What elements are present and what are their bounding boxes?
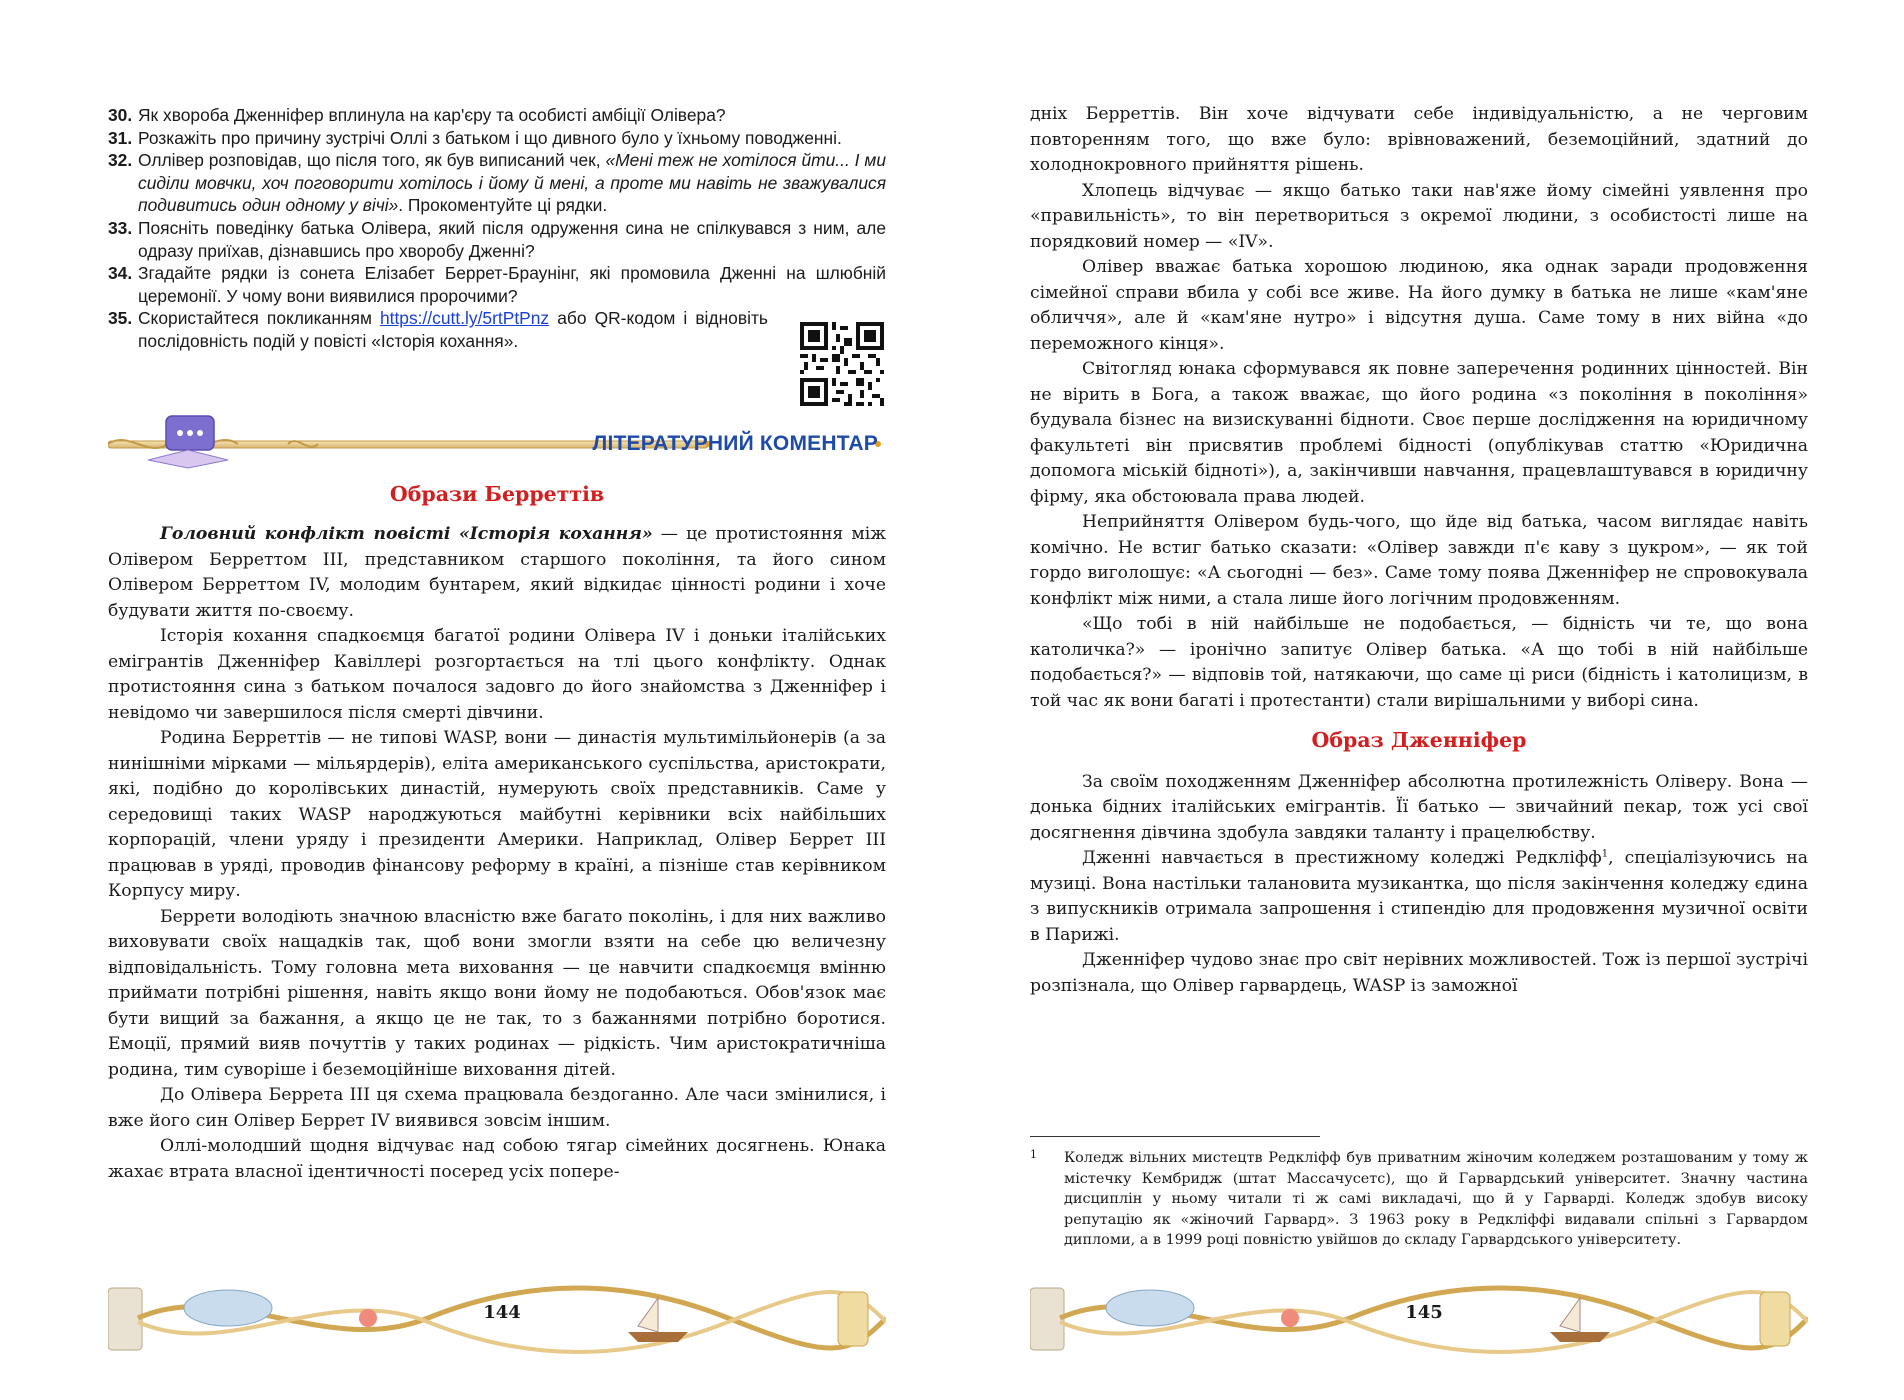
question-31: [108, 127, 886, 150]
question-30: [108, 104, 886, 127]
story-link[interactable]: https://cutt.ly/5rtPtPnz: [379, 308, 550, 329]
footnote-reference[interactable]: 1: [1601, 848, 1609, 860]
lead-phrase: Головний конфлікт повісті «Історія кохання»: [160, 524, 653, 544]
section-heading-berretts: Образи Берреттів: [389, 482, 605, 506]
footnote: [1030, 1148, 1808, 1251]
question-number: 34.: [108, 263, 133, 284]
paragraph: Світогляд юнака сформувався як повне заперечення родинних цінностей. Він не вірить в Бога, а також вважає, що його родина «з покоління в покоління» будувала бізнес на визискуванні бідноти. Своє перше дослідження на юридичному факультеті він присвятив проблемі бідності (опублікував статтю «Юридична допомога міській бідноті»), а, закінчивши навчання, працевлаштувався в юридичну фірму, яка обстоювала права людей.: [1030, 359, 1808, 507]
section-heading-jennifer: Образ Дженніфер: [1311, 728, 1527, 752]
question-text-pre: Оллівер розповідав, що після того, як був виписаний чек,: [138, 150, 606, 171]
question-text: [138, 307, 886, 352]
question-text: Поясніть поведінку батька Олівера, який після одруження сина не спілкувався з ним, але одразу приїхав, дізнавшись про хворобу Дженні?: [138, 217, 886, 261]
questions-list: [108, 104, 886, 353]
paragraph-text: Дженні навчається в престижному коледжі Редкліфф: [1082, 848, 1602, 868]
paragraph: Неприйняття Олівером будь-чого, що йде від батька, часом виглядає навіть комічно. Не встиг батько сказати: «Олівер завжди п'є каву з цукром», — як той гордо виголошує: «А сьогодні — без». Саме тому поява Дженніфер не спровокувала конфлікт між ними, а стала лише його логічним продовженням.: [1030, 512, 1808, 609]
question-32: [108, 149, 886, 217]
paragraph: «Що тобі в ній найбільше не подобається, — бідність чи те, що вона католичка?» — іронічно запитує Олівер батька. «А що тобі в ній найбільше подобається?» — відповів той, натякаючи, що саме ці риси (бідність і католицизм, в той час як вони багаті і протестанти) стали вирішальними у виборі сина.: [1030, 614, 1808, 711]
paragraph: Дженніфер чудово знає про світ нерівних можливостей. Тож із першої зустрічі розпізнала, що Олівер гарвардець, WASP із заможної: [1030, 950, 1808, 996]
question-text-pre: Скористайтеся покликанням: [138, 308, 380, 329]
question-number: 31.: [108, 127, 133, 148]
paragraph: [108, 522, 886, 624]
page-number: 145: [1405, 1302, 1443, 1323]
question-number: 32.: [108, 150, 133, 171]
banner-title: ЛІТЕРАТУРНИЙ КОМЕНТАР: [592, 432, 878, 455]
paragraph: дніх Берреттів. Він хоче відчувати себе індивідуальністю, а не черговим повторенням того, що вже було: врівноважений, беземоційний, здатний до холоднокровного прийняття рішень.: [1030, 104, 1808, 175]
page-number: 144: [483, 1302, 521, 1323]
question-text: Розкажіть про причину зустрічі Оллі з батьком і що дивного було у їхньому поводженні.: [138, 127, 842, 148]
right-body-text: [1030, 102, 1808, 999]
paragraph: До Олівера Беррета ІІІ ця схема працювала бездоганно. Але часи змінилися, і вже його син Олівер Беррет ІV виявився зовсім іншим.: [108, 1085, 886, 1131]
footnote-mark: 1: [1030, 1148, 1037, 1161]
question-text: Згадайте рядки із сонета Елізабет Беррет-Браунінг, які промовила Дженні на шлюбній церемонії. У чому вони виявилися пророчими?: [138, 263, 886, 306]
paragraph: Хлопець відчуває — якщо батько таки нав'яже йому сімейні уявлення про «правильність», то він перетвориться з окремої людини, з особистості лише на порядковий номер — «ІV».: [1030, 180, 1808, 252]
question-35: [108, 307, 886, 352]
paragraph: Олівер вважає батька хорошою людиною, яка однак заради продовження сімейної справи вбила у собі все живе. На його думку в батька не лише «кам'яне обличчя», але й «кам'яне нутро» і відсутня душа. Саме тому в них війна «до переможного кінця».: [1030, 257, 1808, 354]
paragraph: Родина Берреттів — не типові WASP, вони — династія мультимільйонерів (а за нинішніми мірками — мільярдерів), еліта американського суспільства, аристократи, які, подібно до королівських династій, нумерують своїх представників. Саме у середовищі таких WASP народжуються майбутні керівники всіх найбільших корпорацій, члени уряду і президенти Америки. Наприклад, Олівер Беррет ІІІ працював в уряді, проводив фінансову реформу в країні, а пізніше став керівником Корпусу миру.: [108, 728, 886, 901]
question-33: [108, 217, 886, 262]
qr-code-icon[interactable]: [800, 322, 884, 406]
paragraph: [1030, 846, 1808, 948]
question-text: Як хвороба Дженніфер вплинула на кар'єру та особисті амбіції Олівера?: [138, 105, 726, 125]
question-number: 35.: [108, 308, 133, 329]
paragraph-text: , спеціалізуючись на музиці. Вона настільки талановита музикантка, що після закінчення коледжу єдина з випускників отримала запрошення і стипендію для продовження музичної освіти в Парижі.: [1030, 848, 1809, 945]
paragraph-text: — це протистояння між Олівером Берреттом ІІІ, представником старшого покоління, та його сином Олівером Берреттом ІV, молодим бунтарем, який відкидає цінності родини і хоче будувати життя по-своєму.: [108, 524, 887, 621]
footnote-text: Коледж вільних мистецтв Редкліфф був приватним жіночим коледжем розташованим у тому ж містечку Кембридж (штат Массачусетс), що й Гарвардський університет. Значну частина дисциплін у ньому читали ті ж самі викладачі, що й у Гарварді. Коледж здобув високу репутацію як «жіночий Гарвард». З 1963 року в Редкліффі видавали спільні з Гарвардом дипломи, а в 1999 році повністю увійшов до складу Гарвардського університету.: [1064, 1150, 1808, 1249]
question-text-post: . Прокоментуйте ці рядки.: [398, 195, 608, 216]
literary-comment-banner: [108, 412, 886, 474]
question-text-post: або QR-кодом і відновіть послідовність подій у повісті «Історія кохання».: [138, 308, 768, 351]
left-body-text: [108, 522, 886, 1185]
question-quote: «Мені теж не хотілося йти... І ми сиділи мовчки, хоч поговорити хотілось і йому й мені, а проте ми навіть не зважувалися подивитись один одному у вічі»: [138, 150, 886, 216]
question-number: 30.: [108, 105, 133, 125]
paragraph: Оллі-молодший щодня відчуває над собою тягар сімейних досягнень. Юнака жахає втрата власної ідентичності посеред усіх попере-: [108, 1136, 886, 1182]
footnote-divider: [1030, 1136, 1320, 1137]
question-text: [138, 149, 886, 217]
paragraph: Беррети володіють значною власністю вже багато поколінь, і для них важливо виховувати своїх нащадків так, щоб вони змогли взяти на себе цю величезну відповідальність. Тому головна мета виховання — це навчити спадкоємця вмінню приймати потрібні рішення, навіть якщо вони йому не подобаються. Обов'язок має бути вищий за бажання, а якщо це не так, то з бажаннями потрібно боротися. Емоції, прямий вияв почуттів у таких родинах — рідкість. Чим аристократичніша родина, тим суворіше і беземоційніше виховання дітей.: [108, 906, 886, 1080]
question-34: [108, 262, 886, 307]
question-number: 33.: [108, 217, 133, 238]
paragraph: Історія кохання спадкоємця багатої родини Олівера ІV і доньки італійських емігрантів Дженніфер Кавіллері розгортається на тлі цього конфлікту. Однак протистояння сина з батьком почалося задовго до його знайомства з Дженніфер і невідомо чи завершилося після смерті дівчини.: [108, 626, 886, 723]
paragraph: За своїм походженням Дженніфер абсолютна протилежність Оліверу. Вона — донька бідних італійських емігрантів. Її батько — звичайний пекар, тож усі свої досягнення дівчина здобула завдяки таланту і працелюбству.: [1030, 771, 1808, 843]
